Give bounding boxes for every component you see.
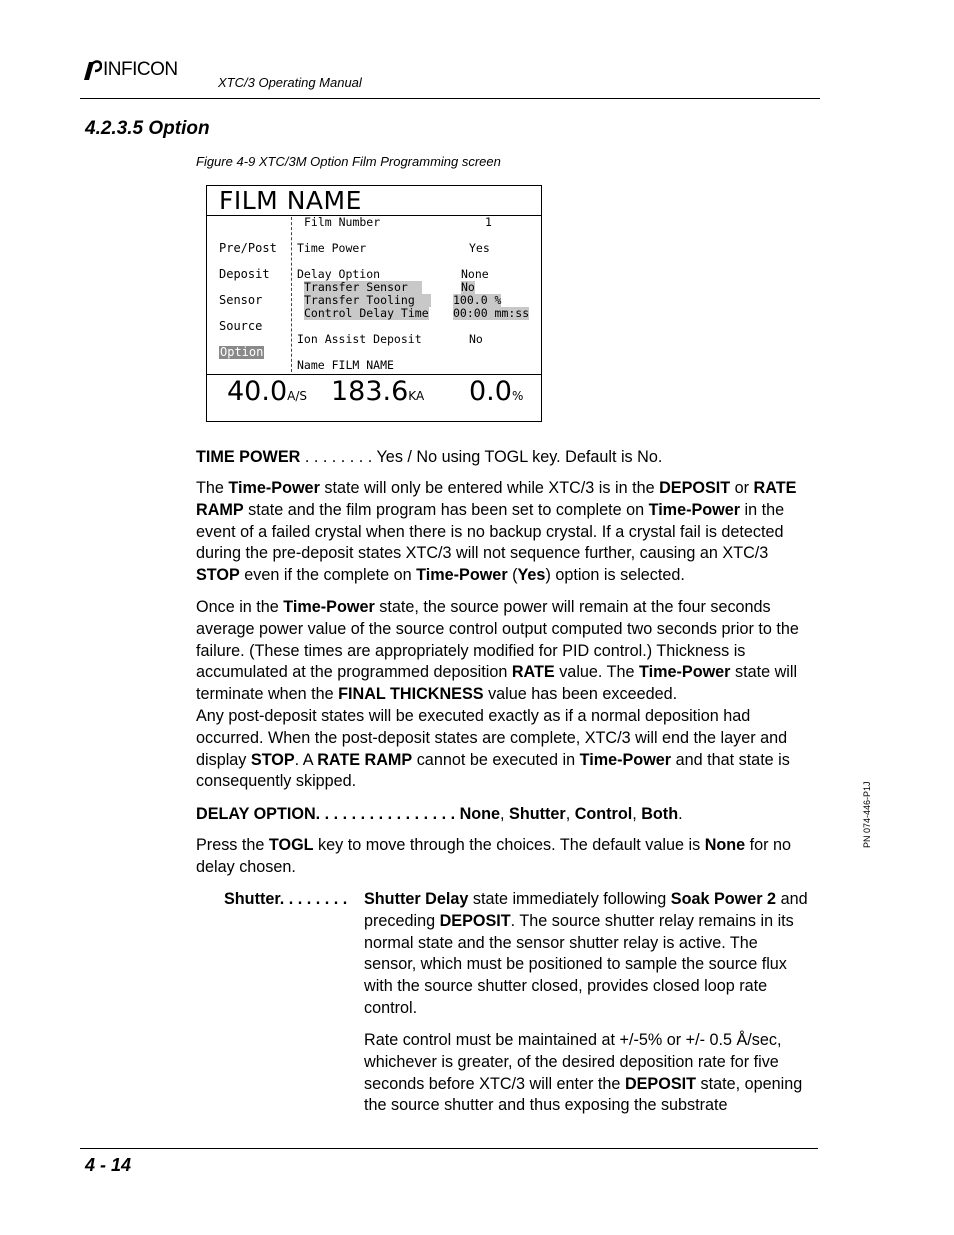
time-power-line: TIME POWER . . . . . . . . Yes / No using TOGL key. Default is No.: [196, 448, 663, 466]
film-programming-screen: [206, 185, 542, 422]
screen-divider: [207, 374, 541, 375]
paragraph-4: Press the TOGL key to move through the choices. The default value is None for no delay chosen.: [196, 836, 792, 876]
part-number: PN 074-446-P1J: [862, 781, 872, 848]
screen-title: FILM NAME: [219, 186, 362, 215]
row-value: No: [461, 280, 475, 294]
section-heading: 4.2.3.5 Option: [85, 118, 210, 139]
paragraph-3: Any post-deposit states will be executed exactly as if a normal deposition had occurred. When the post-deposit states are complete, XTC/3 will end the layer and display STOP. A RATE RAMP cannot be executed in Time-Power and that state is consequently skipped.: [196, 707, 790, 791]
page-number: 4 - 14: [85, 1155, 132, 1175]
paragraph-1: The Time-Power state will only be entered while XTC/3 is in the DEPOSIT or RATE RAMP state and the film program has been set to complete on Time-Power in the event of a failed crystal when there is no backup crystal. If a crystal fail is detected during the pre-deposit states XTC/3 will not sequence further, causing an XTC/3 STOP even if the complete on Time-Power (Yes) option is selected.: [196, 479, 797, 585]
footer-rule: [80, 1148, 818, 1149]
row-label: Control Delay Time: [304, 306, 429, 320]
row-value: Yes: [469, 241, 490, 255]
row-label: Film Number: [304, 215, 381, 229]
paragraph-6: Rate control must be maintained at +/-5% or +/- 0.5 Å/sec, whichever is greater, of the desired deposition rate for five seconds before XTC/3 will enter the DEPOSIT state, opening the source shutter and thus exposing the substrate: [364, 1031, 803, 1115]
figure-caption: Figure 4-9 XTC/3M Option Film Programming screen: [196, 154, 501, 169]
row-value: 100.0 %: [453, 293, 502, 307]
row-label: Delay Option: [297, 267, 381, 281]
shutter-label: Shutter. . . . . . . .: [224, 890, 348, 908]
row-value: None: [461, 267, 489, 281]
inficon-logo-icon: [80, 58, 102, 82]
delay-option-line: DELAY OPTION. . . . . . . . . . . . . . . . None, Shutter, Control, Both.: [196, 805, 683, 823]
rate-readout: 40.0A/S: [227, 376, 307, 407]
menu-sensor: Sensor: [219, 293, 263, 307]
row-label: Transfer Tooling: [304, 294, 431, 307]
paragraph-2: Once in the Time-Power state, the source power will remain at the four seconds average power value of the source control output computed two seconds prior to the failure. (These times are appropriately modified for PID control.) Thickness is accumulated at the programmed deposition RATE value. The Time-Power state will terminate when the FINAL THICKNESS value has been exceeded.: [196, 598, 799, 704]
manual-title: XTC/3 Operating Manual: [218, 75, 362, 90]
menu-option: Option: [220, 345, 264, 359]
screen-separator: [291, 217, 293, 372]
inficon-logo: [80, 58, 178, 82]
row-label: Ion Assist Deposit: [297, 332, 422, 346]
row-value: No: [469, 332, 483, 346]
brand-name: INFICON: [103, 59, 178, 80]
thickness-readout: 183.6KA: [331, 376, 425, 407]
paragraph-5: Shutter Delay state immediately following Soak Power 2 and preceding DEPOSIT. The source shutter relay remains in its normal state and the sensor shutter relay is active. The sensor, which must be positioned to sample the source flux with the source shutter closed, provides closed loop rate control.: [364, 890, 808, 1017]
row-value: 00:00 mm:ss: [453, 306, 530, 320]
row-value: 1: [485, 215, 492, 229]
row-label: Name FILM NAME: [297, 358, 394, 372]
header-rule: [80, 98, 820, 99]
menu-source: Source: [219, 319, 263, 333]
menu-deposit: Deposit: [219, 267, 270, 281]
row-label: Time Power: [297, 241, 367, 255]
menu-pre-post: Pre/Post: [219, 241, 277, 255]
row-label: Transfer Sensor: [304, 281, 422, 294]
power-readout: 0.0%: [469, 376, 524, 407]
